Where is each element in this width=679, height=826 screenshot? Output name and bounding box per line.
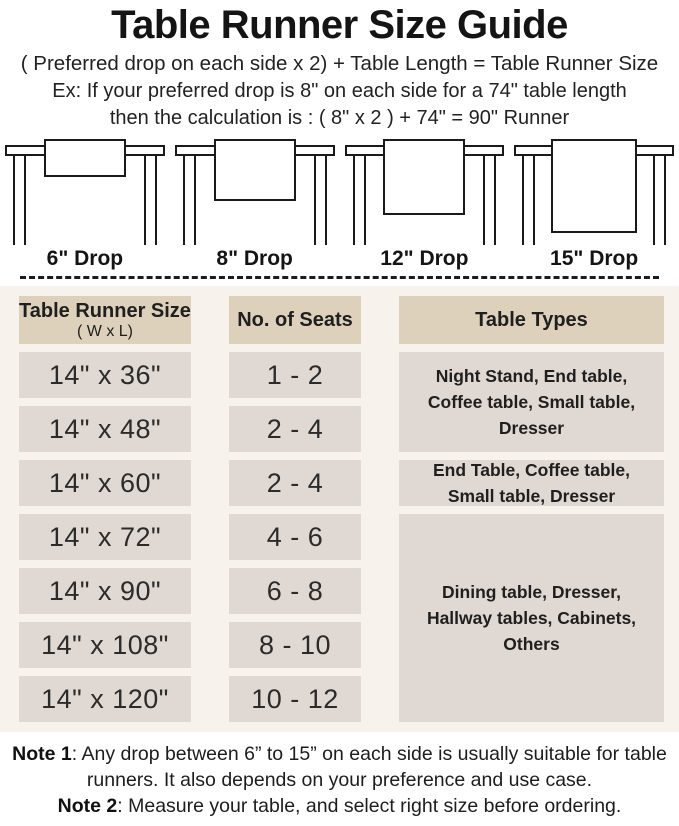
size-cell: 14" x 108" [19,622,191,668]
size-cell: 14" x 36" [19,352,191,398]
table-illustration-8-drop [170,138,340,272]
table-leg-right [483,154,496,245]
table-leg-right [144,154,157,245]
example-line-1: Ex: If your preferred drop is 8" on each side for a 74" table length [52,80,627,102]
table-runner-diagram [0,138,170,246]
size-cell: 14" x 60" [19,460,191,506]
seats-cell: 1 - 2 [229,352,361,398]
note-1 [10,741,670,793]
runner-shape [214,139,296,201]
dashed-divider [20,276,659,279]
column-header-seats: No. of Seats [229,296,361,344]
table-leg-left [522,154,535,245]
size-guide-table [0,286,679,732]
size-cell: 14" x 48" [19,406,191,452]
seats-cell: 2 - 4 [229,460,361,506]
table-runner-diagram [170,138,340,246]
types-cell-group-3: Dining table, Dresser, Hallway tables, Cabinets, Others [399,514,664,722]
table-illustration-6-drop [0,138,170,272]
size-cell: 14" x 72" [19,514,191,560]
example-line-2: then the calculation is : ( 8" x 2 ) + 74" = 90" Runner [109,107,570,129]
page-title: Table Runner Size Guide [111,3,568,47]
footnotes [0,741,679,819]
drop-label: 15" Drop [550,247,639,270]
seats-cell: 10 - 12 [229,676,361,722]
column-header-types: Table Types [399,296,664,344]
table-illustration-12-drop [340,138,510,272]
table-leg-left [183,154,196,245]
column-header-size-title: Table Runner Size [19,299,191,322]
table-illustration-15-drop [509,138,679,272]
table-runner-diagram [509,138,679,246]
runner-shape [383,139,465,215]
table-leg-left [13,154,26,245]
seats-cell: 4 - 6 [229,514,361,560]
table-leg-right [314,154,327,245]
table-leg-left [353,154,366,245]
note-2 [10,793,670,819]
seats-cell: 2 - 4 [229,406,361,452]
runner-shape [44,139,126,177]
types-cell-group-1: Night Stand, End table, Coffee table, Small table, Dresser [399,352,664,452]
note-2-text: : Measure your table, and select right size before ordering. [117,795,622,817]
drop-illustrations [0,138,679,272]
note-2-label: Note 2 [57,795,118,817]
seats-cell: 6 - 8 [229,568,361,614]
table-runner-diagram [340,138,510,246]
note-1-label: Note 1 [12,743,72,765]
drop-label: 6" Drop [46,247,124,270]
column-header-size [19,296,191,344]
size-cell: 14" x 90" [19,568,191,614]
drop-label: 8" Drop [216,247,293,270]
formula-line: ( Preferred drop on each side x 2) + Table Length = Table Runner Size [20,52,659,75]
table-leg-right [653,154,666,245]
drop-label: 12" Drop [380,247,469,270]
size-cell: 14" x 120" [19,676,191,722]
column-header-size-subtitle: ( W x L) [77,322,133,340]
runner-shape [551,139,637,233]
seats-cell: 8 - 10 [229,622,361,668]
types-cell-group-2: End Table, Coffee table, Small table, Dresser [399,460,664,506]
note-1-text: : Any drop between 6” to 15” on each side is usually suitable for table runners. It also depends on your preference and use case. [71,743,667,791]
